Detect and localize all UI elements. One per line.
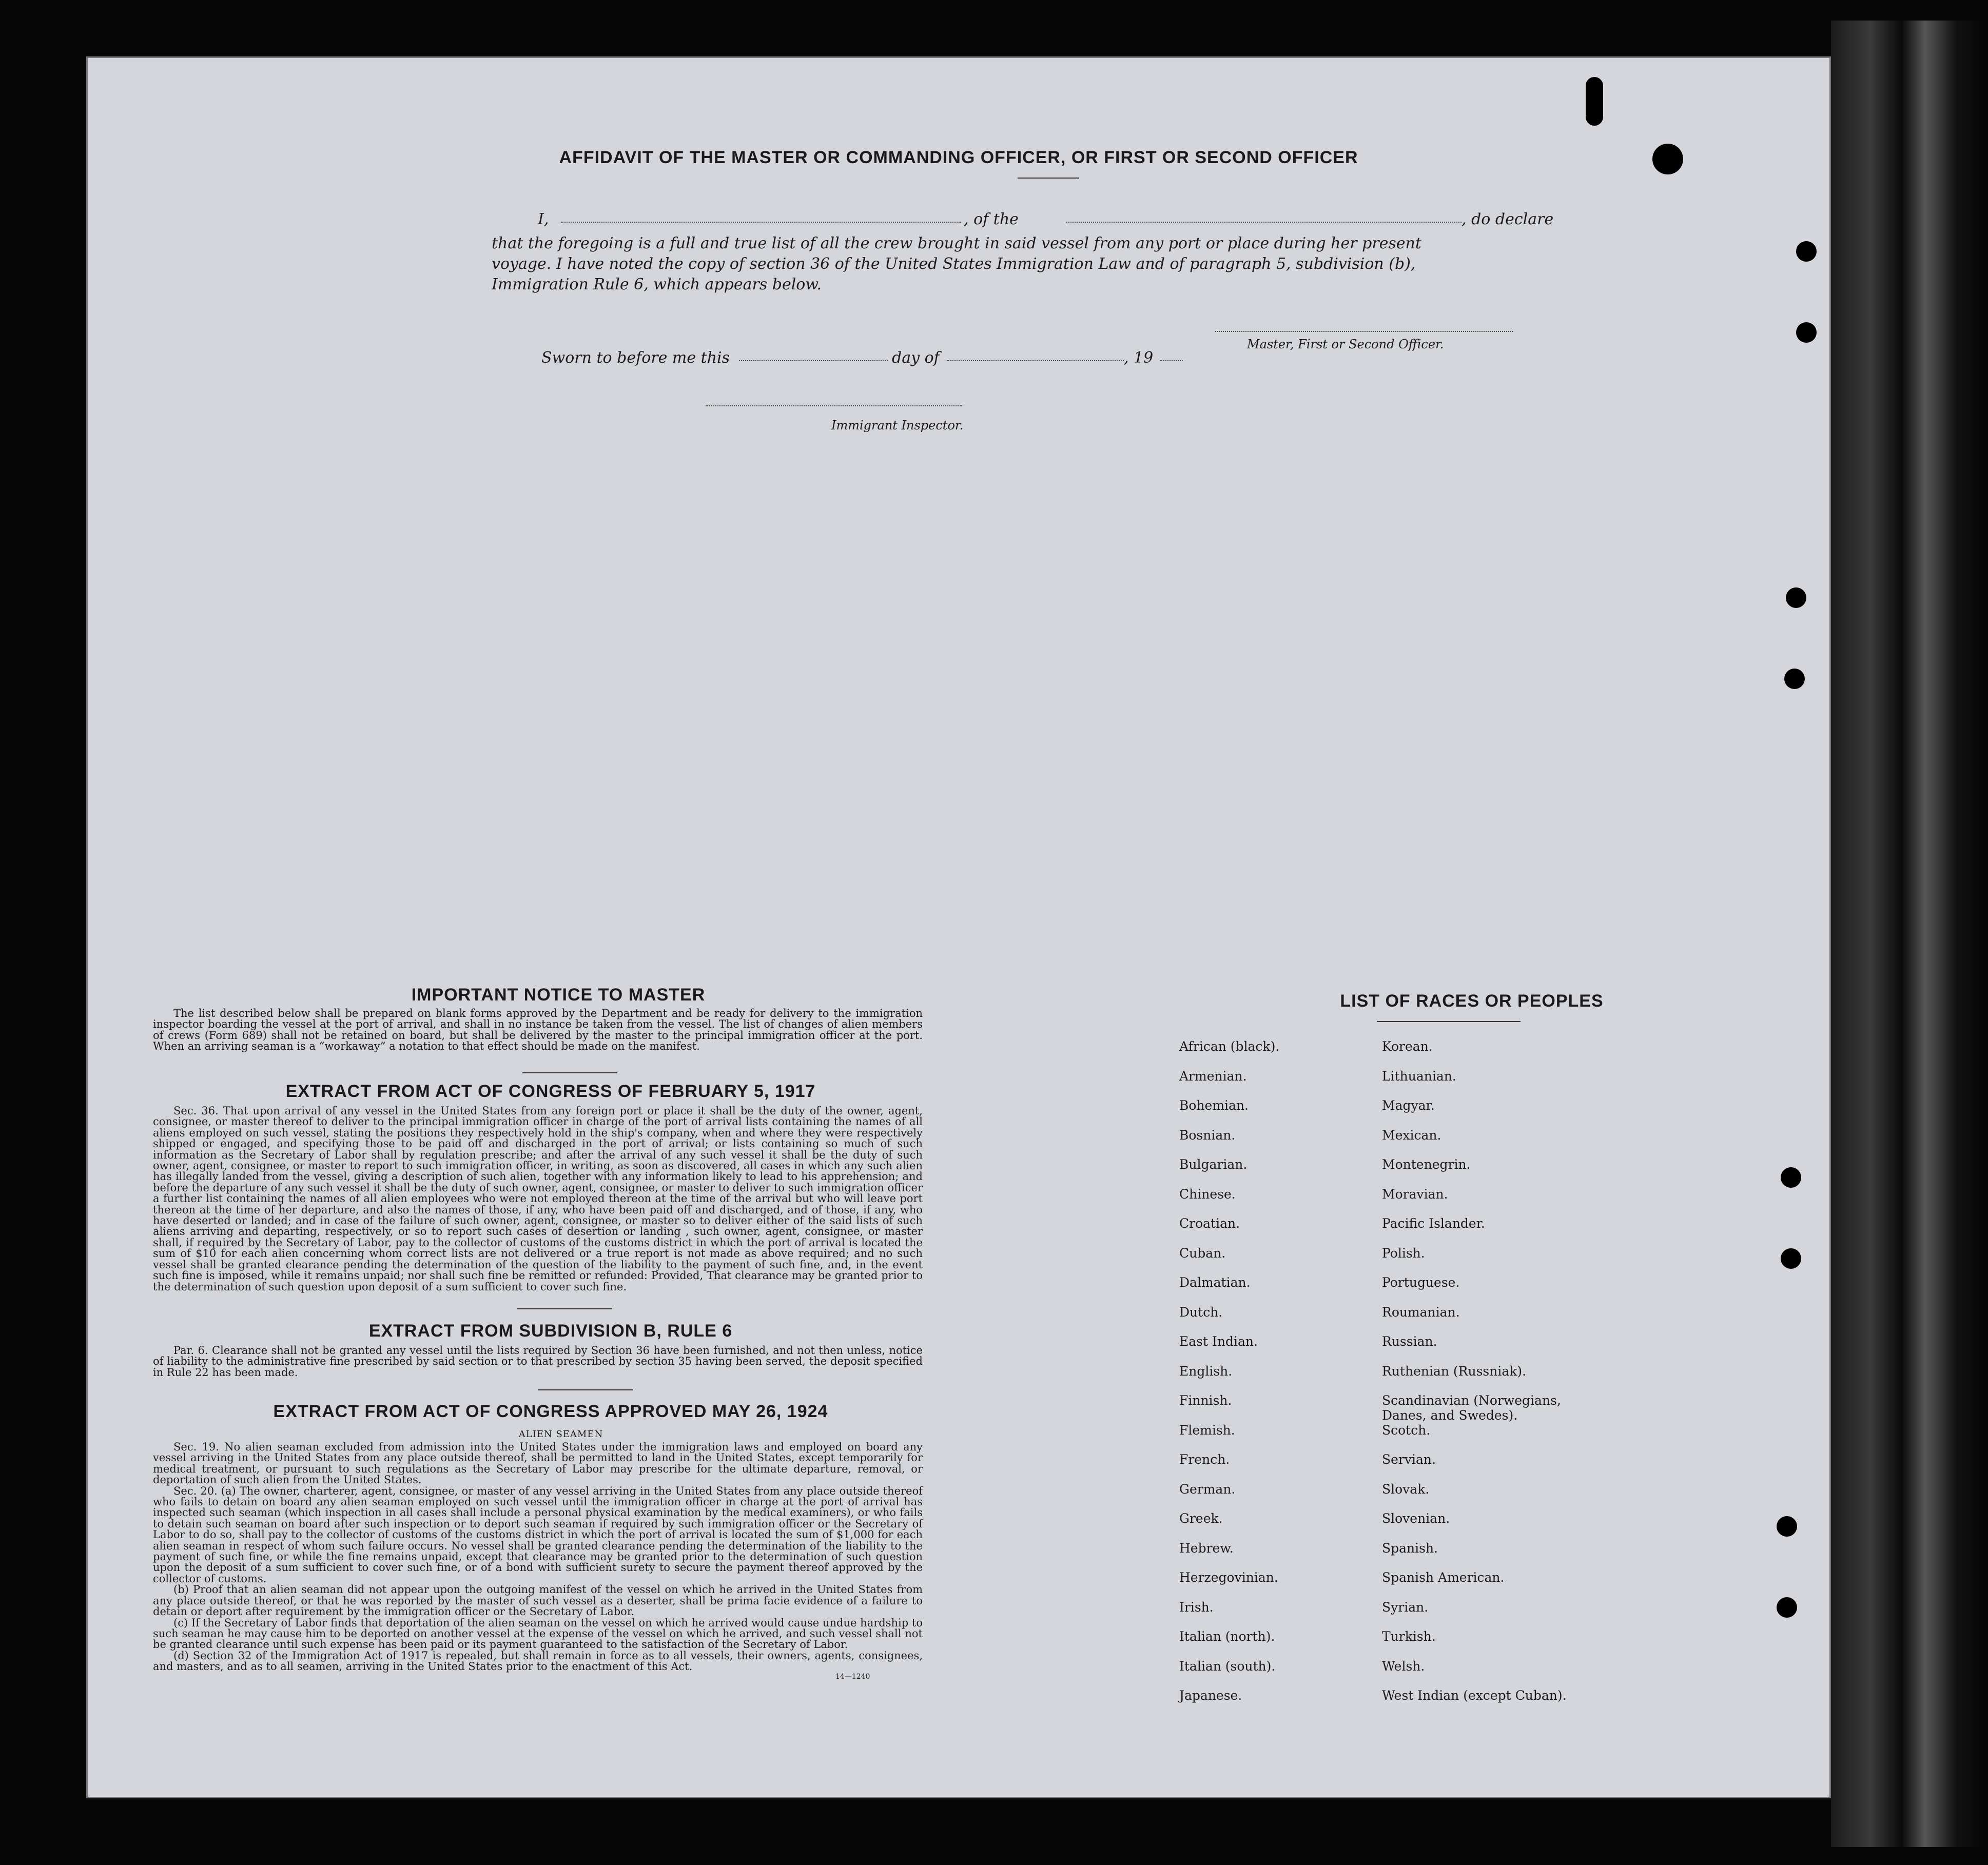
race-entry: Chinese. [1179, 1186, 1236, 1202]
alien-seamen-subtitle: ALIEN SEAMEN [518, 1429, 603, 1440]
declaration-i: I, [538, 210, 549, 228]
divider [522, 1072, 617, 1073]
divider [517, 1308, 612, 1309]
section-20d-paragraph: (d) Section 32 of the Immigration Act of 1917 is repealed, but shall remain in force as to all vessels, their owners, agents, consignees, and masters, and as to all seamen, arriving in the United States prior to the enactment of this Act. [153, 1649, 923, 1673]
binder-hole [1781, 1248, 1801, 1269]
race-entry: Scotch. [1382, 1422, 1431, 1438]
race-entry: Turkish. [1382, 1629, 1436, 1644]
sworn-day-field[interactable] [739, 360, 888, 361]
extract-rule6-title: EXTRACT FROM SUBDIVISION B, RULE 6 [368, 1321, 733, 1341]
section-20a-paragraph: Sec. 20. (a) The owner, charterer, agent, consignee, or master of any vessel arriving in the United States from any place outside thereof who fails to detain on board any alien seaman employed on such vessel until the immigration officer in charge at the port of arrival has inspected such seaman (which inspection in all cases shall include a personal physical examination by the medical examiners), or who fails to detain such seaman on board after such inspection or to deport such seaman if required by such immigration officer or the Secretary of Labor to do so, shall pay to the collector of customs of the customs district in which the port of arrival is located the sum of $1,000 for each alien seaman in respect of whom such failure occurs. No vessel shall be granted clearance pending the determination of the liability to the payment of such fine, or while the fine remains unpaid, except that clearance may be granted prior to the determination of such question upon the deposit of a sum sufficient to cover such fine, or of a bond with sufficient surety to secure the payment thereof approved by the collector of customs. [153, 1484, 923, 1585]
section-20c-paragraph: (c) If the Secretary of Labor finds that deportation of the alien seaman on the vessel on which he arrived would cause undue hardship to such seaman he may cause him to be deported on another vessel at the expense of the vessel on which he arrived, and such vessel shall not be granted clearance until such expense has been paid or its payment guaranteed to the satisfaction of the Secretary of Labor. [153, 1616, 923, 1651]
race-entry: Cuban. [1179, 1245, 1226, 1261]
extract-1917-title: EXTRACT FROM ACT OF CONGRESS OF FEBRUARY 5, 1917 [285, 1082, 816, 1101]
day-of-text: day of [892, 349, 940, 367]
declaration-line-4: Immigration Rule 6, which appears below. [492, 276, 822, 293]
race-entry: Portuguese. [1382, 1275, 1460, 1290]
race-entry: Russian. [1382, 1334, 1437, 1349]
master-signature-field[interactable] [1215, 331, 1513, 332]
race-entry: Dutch. [1179, 1304, 1223, 1320]
race-entry: West Indian (except Cuban). [1382, 1688, 1567, 1703]
notice-text [153, 1008, 923, 1052]
race-entry: Mexican. [1382, 1127, 1441, 1143]
affidavit-title: AFFIDAVIT OF THE MASTER OR COMMANDING OFFICER, OR FIRST OR SECOND OFFICER [559, 148, 1358, 167]
race-entry: Korean. [1382, 1039, 1433, 1054]
year-text: , 19 [1124, 349, 1154, 367]
race-entry: Italian (north). [1179, 1629, 1275, 1644]
race-entry: Japanese. [1179, 1688, 1242, 1703]
races-title: LIST OF RACES OR PEOPLES [1340, 991, 1604, 1011]
notice-paragraph: The list described below shall be prepared on blank forms approved by the Department and be ready for delivery to the immigration inspector boarding the vessel at the port of arrival, and shall in no instance be taken from the vessel. The list of changes of alien members of crews (Form 689) shall not be retained on board, but shall be delivered by the master to the principal immigration officer at the port. When an arriving seaman is a “workaway” a notation to that effect should be made on the manifest. [153, 1007, 923, 1053]
race-entry: Roumanian. [1382, 1304, 1460, 1320]
race-entry: Montenegrin. [1382, 1157, 1471, 1172]
race-entry: Bosnian. [1179, 1127, 1236, 1143]
race-entry: Welsh. [1382, 1658, 1425, 1674]
race-entry: Bulgarian. [1179, 1157, 1248, 1172]
race-entry: Bohemian. [1179, 1098, 1249, 1113]
inspector-signature-field[interactable] [706, 405, 962, 406]
notice-title: IMPORTANT NOTICE TO MASTER [411, 985, 706, 1005]
divider [538, 1389, 633, 1390]
extract-1917-text [153, 1106, 923, 1292]
extract-1924-title: EXTRACT FROM ACT OF CONGRESS APPROVED MAY 26, 1924 [273, 1402, 828, 1421]
race-entry: Slovak. [1382, 1481, 1430, 1497]
race-entry: Moravian. [1382, 1186, 1448, 1202]
binder-hole [1777, 1597, 1797, 1618]
binder-hole [1777, 1516, 1797, 1537]
extract-1924-text [153, 1442, 923, 1673]
section-19-paragraph: Sec. 19. No alien seaman excluded from admission into the United States under the immigration laws and employed on board any vessel arriving in the United States from any place outside thereof, shall be permitted to land in the United States, except temporarily for medical treatment, or pursuant to such regulations as the Secretary of Labor may prescribe for the ultimate departure, removal, or deportation of such alien from the United States. [153, 1441, 923, 1486]
race-entry: Servian. [1382, 1452, 1436, 1467]
race-entry: African (black). [1179, 1039, 1280, 1054]
binder-hole [1796, 322, 1817, 343]
race-entry: Magyar. [1382, 1098, 1435, 1113]
race-entry: Croatian. [1179, 1216, 1240, 1231]
binder-hole [1781, 1167, 1801, 1188]
declaration-do-declare: , do declare [1461, 210, 1554, 228]
race-entry: East Indian. [1179, 1334, 1258, 1349]
ink-blot [1652, 144, 1683, 174]
sworn-text: Sworn to before me this [541, 349, 730, 367]
race-entry: Armenian. [1179, 1068, 1247, 1084]
race-entry: Scandinavian (Norwegians, Danes, and Swedes). [1382, 1393, 1561, 1423]
race-entry: Finnish. [1179, 1393, 1232, 1408]
master-label: Master, First or Second Officer. [1247, 337, 1444, 351]
extract-rule6-paragraph: Par. 6. Clearance shall not be granted any vessel until the lists required by Section 36 have been furnished, and not then unless, notice of liability to the administrative fine prescribed by said section or to that prescribed by section 35 having been served, the deposit specified in Rule 22 has been made. [153, 1344, 923, 1379]
race-entry: Lithuanian. [1382, 1068, 1456, 1084]
declaration-line-3: voyage. I have noted the copy of section 36 of the United States Immigration Law and of paragraph 5, subdivision (b), [492, 255, 1416, 273]
race-entry: English. [1179, 1363, 1233, 1379]
race-entry: Syrian. [1382, 1599, 1429, 1615]
race-entry: Spanish American. [1382, 1570, 1505, 1585]
race-entry: Irish. [1179, 1599, 1214, 1615]
race-entry: German. [1179, 1481, 1236, 1497]
binder-hole [1784, 669, 1805, 689]
divider [1377, 1021, 1521, 1022]
race-entry: Slovenian. [1382, 1511, 1450, 1526]
document-page [86, 56, 1831, 1798]
race-entry: Polish. [1382, 1245, 1425, 1261]
inspector-label: Immigrant Inspector. [831, 418, 964, 433]
scanner-edge [1831, 21, 1988, 1847]
ink-blot [1586, 77, 1603, 126]
binder-hole [1786, 587, 1806, 608]
extract-1917-paragraph: Sec. 36. That upon arrival of any vessel in the United States from any foreign port or place it shall be the duty of the owner, agent, consignee, or master thereof to deliver to the principal immigration officer in charge of the port of arrival lists containing the names of all aliens employed on such vessel, stating the positions they respectively hold in the ship's company, when and where they were respectively shipped or engaged, and specifying those to be paid off and discharged in the port of arrival; or lists containing so much of such information as the Secretary of Labor shall by regulation prescribe; and after the arrival of any such vessel it shall be the duty of such owner, agent, consignee, or master to report to such immigration officer, in writing, as soon as discovered, all cases in which any such alien has illegally landed from the vessel, giving a description of such alien, together with any information likely to lead to his apprehension; and before the departure of any such vessel it shall be the duty of such owner, agent, consignee, or master to deliver to such immigration officer a further list containing the names of all alien employees who were not employed thereon at the time of the arrival but who will leave port thereon at the time of her departure, and also the names of those, if any, who have been paid off and discharged, and of those, if any, who have deserted or landed; and in case of the failure of such owner, agent, consignee, or master so to deliver either of the said lists of such aliens arriving and departing, respectively, or so to report such cases of desertion or landing , such owner, agent, consignee, or master shall, if required by the Secretary of Labor, pay to the collector of customs of the customs district in which the port of arrival is located the sum of $10 for each alien concerning whom correct lists are not delivered or a true report is not made as above required; and no such vessel shall be granted clearance pending the determination of the question of the liability to the payment of such fine, and, in the event such fine is imposed, while it remains unpaid; nor shall such fine be remitted or refunded: Provided, That clearance may be granted prior to the determination of such question upon deposit of a sum sufficient to cover such fine. [153, 1105, 923, 1293]
vessel-name-field[interactable] [1066, 222, 1461, 223]
sworn-month-field[interactable] [947, 360, 1124, 361]
race-entry: Spanish. [1382, 1540, 1438, 1556]
section-20b-paragraph: (b) Proof that an alien seaman did not appear upon the outgoing manifest of the vessel on which he arrived in the United States from any place outside thereof, or that he was reported by the master of such vessel as a deserter, shall be prima facie evidence of a failure to detain or deport after requirement by the immigration officer or the Secretary of Labor. [153, 1583, 923, 1618]
officer-name-field[interactable] [561, 222, 961, 223]
race-entry: Pacific Islander. [1382, 1216, 1485, 1231]
declaration-line-2: that the foregoing is a full and true list of all the crew brought in said vessel from any port or place during her present [492, 234, 1421, 252]
race-entry: French. [1179, 1452, 1230, 1467]
extract-rule6-text [153, 1345, 923, 1378]
race-entry: Dalmatian. [1179, 1275, 1251, 1290]
binder-hole [1796, 241, 1817, 262]
title-rule [1018, 178, 1079, 179]
race-entry: Herzegovinian. [1179, 1570, 1278, 1585]
race-entry: Hebrew. [1179, 1540, 1234, 1556]
race-entry: Ruthenian (Russniak). [1382, 1363, 1527, 1379]
form-number: 14—1240 [835, 1673, 870, 1681]
sworn-year-field[interactable] [1160, 360, 1183, 361]
declaration-of-the: , of the [964, 210, 1019, 228]
race-entry: Italian (south). [1179, 1658, 1276, 1674]
race-entry: Greek. [1179, 1511, 1223, 1526]
race-entry: Flemish. [1179, 1422, 1235, 1438]
